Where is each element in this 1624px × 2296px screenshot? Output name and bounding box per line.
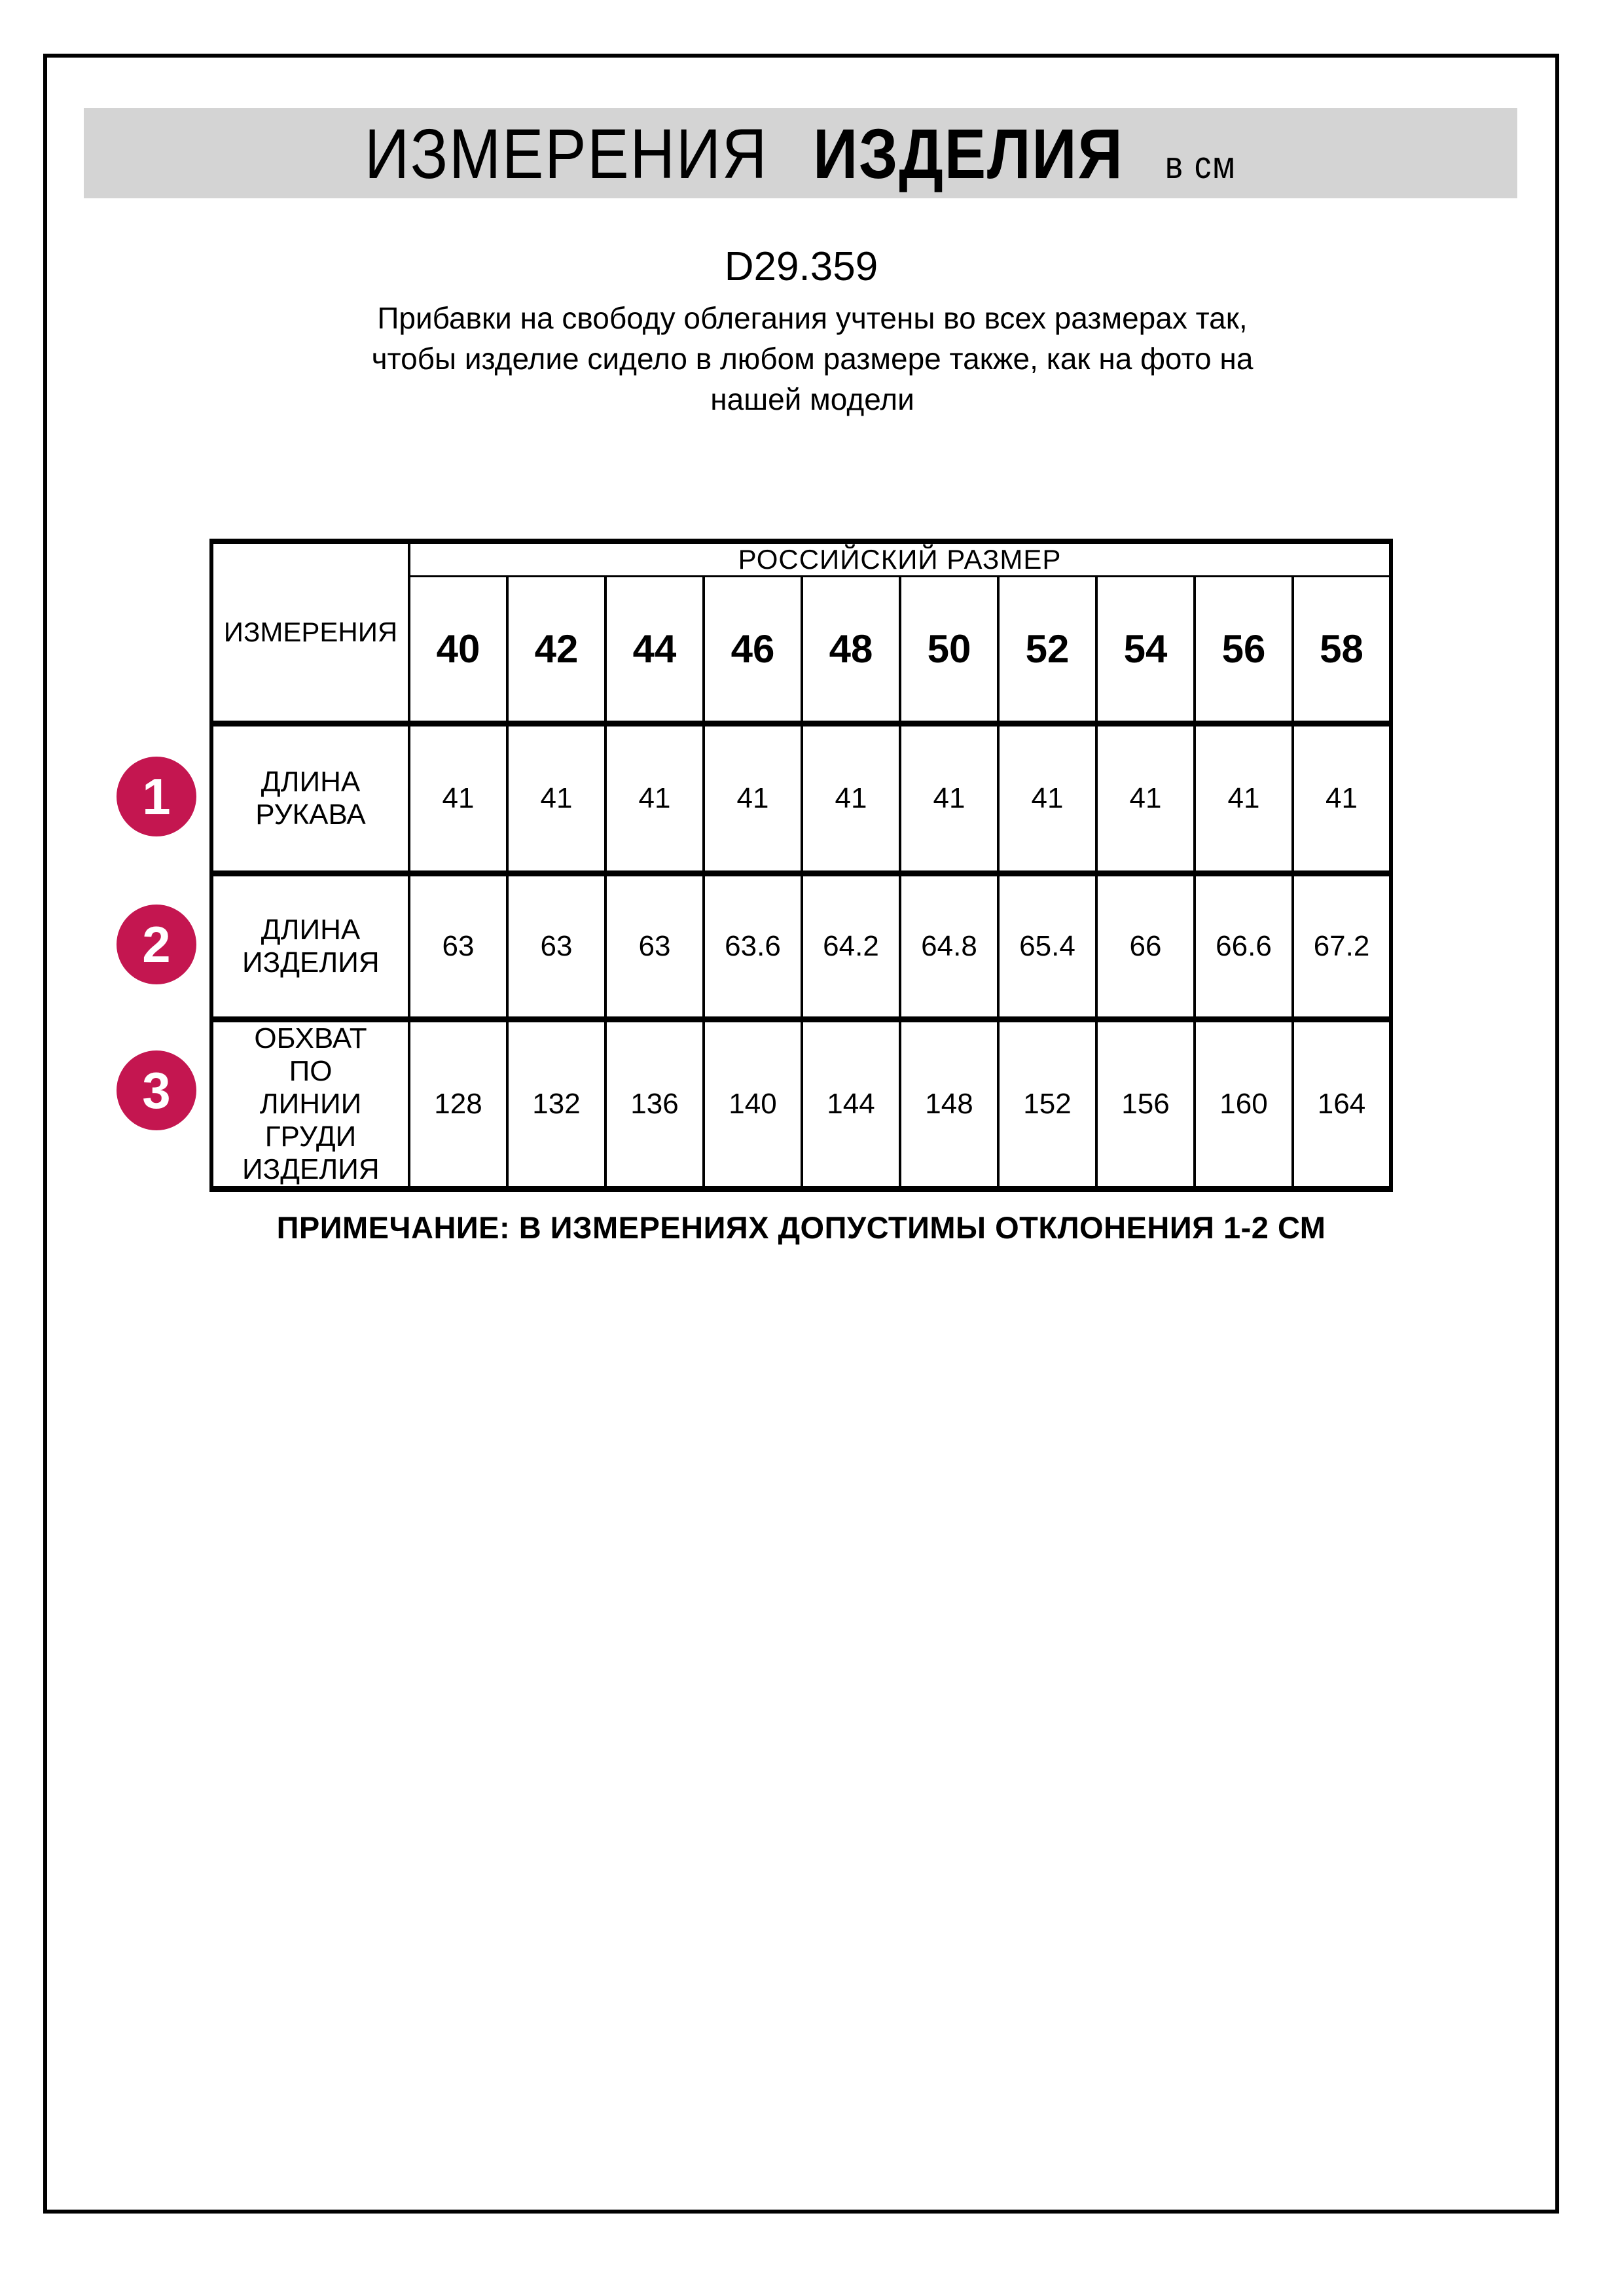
value-cell: 140 [704,1020,802,1189]
row-label: ДЛИНА ИЗДЕЛИЯ [211,874,409,1020]
row-marker-2: 2 [117,905,196,984]
title-word-product: ИЗДЕЛИЯ [813,113,1124,193]
value-cell: 63 [507,874,605,1020]
table-row-product-length [211,874,1391,1020]
value-cell: 64.2 [802,874,900,1020]
value-cell: 65.4 [998,874,1096,1020]
row-label: ДЛИНА РУКАВА [211,724,409,874]
value-cell: 152 [998,1020,1096,1189]
value-cell: 41 [1195,724,1293,874]
size-cell: 48 [802,577,900,724]
title-units: в см [1165,143,1237,187]
table-row-sleeve-length [211,724,1391,874]
size-cell: 54 [1096,577,1195,724]
value-cell: 41 [900,724,998,874]
title-band [84,108,1517,198]
value-cell: 148 [900,1020,998,1189]
row-marker-1: 1 [117,757,196,836]
value-cell: 67.2 [1293,874,1391,1020]
value-cell: 66.6 [1195,874,1293,1020]
note-text: ПРИМЕЧАНИЕ: В ИЗМЕРЕНИЯХ ДОПУСТИМЫ ОТКЛОНЕНИЯ 1-2 СМ [276,1210,1326,1245]
value-cell: 132 [507,1020,605,1189]
size-cell: 40 [409,577,507,724]
measurements-table [209,539,1393,1192]
value-cell: 41 [802,724,900,874]
group-header-russian-size: РОССИЙСКИЙ РАЗМЕР [409,541,1391,577]
value-cell: 41 [1293,724,1391,874]
value-cell: 66 [1096,874,1195,1020]
row-marker-3: 3 [117,1050,196,1130]
value-cell: 63.6 [704,874,802,1020]
value-cell: 160 [1195,1020,1293,1189]
value-cell: 128 [409,1020,507,1189]
size-cell: 58 [1293,577,1391,724]
value-cell: 156 [1096,1020,1195,1189]
title-word-measurements: ИЗМЕРЕНИЯ [364,113,768,193]
model-code: D29.359 [724,244,878,289]
size-cell: 42 [507,577,605,724]
corner-header: ИЗМЕРЕНИЯ [211,541,409,724]
value-cell: 41 [704,724,802,874]
size-cell: 50 [900,577,998,724]
value-cell: 41 [605,724,704,874]
size-cell: 44 [605,577,704,724]
value-cell: 64.8 [900,874,998,1020]
value-cell: 41 [998,724,1096,874]
value-cell: 41 [409,724,507,874]
size-cell: 56 [1195,577,1293,724]
size-cell: 52 [998,577,1096,724]
value-cell: 41 [507,724,605,874]
fit-description: Прибавки на свободу облегания учтены во всех размерах так, чтобы изделие сидело в любом размере также, как на фото на нашей модели [371,301,1254,416]
value-cell: 63 [605,874,704,1020]
value-cell: 136 [605,1020,704,1189]
page-title [365,113,1236,194]
table-row-chest-girth [211,1020,1391,1189]
value-cell: 144 [802,1020,900,1189]
value-cell: 41 [1096,724,1195,874]
value-cell: 164 [1293,1020,1391,1189]
row-label: ОБХВАТ ПО ЛИНИИ ГРУДИ ИЗДЕЛИЯ [211,1020,409,1189]
size-cell: 46 [704,577,802,724]
value-cell: 63 [409,874,507,1020]
